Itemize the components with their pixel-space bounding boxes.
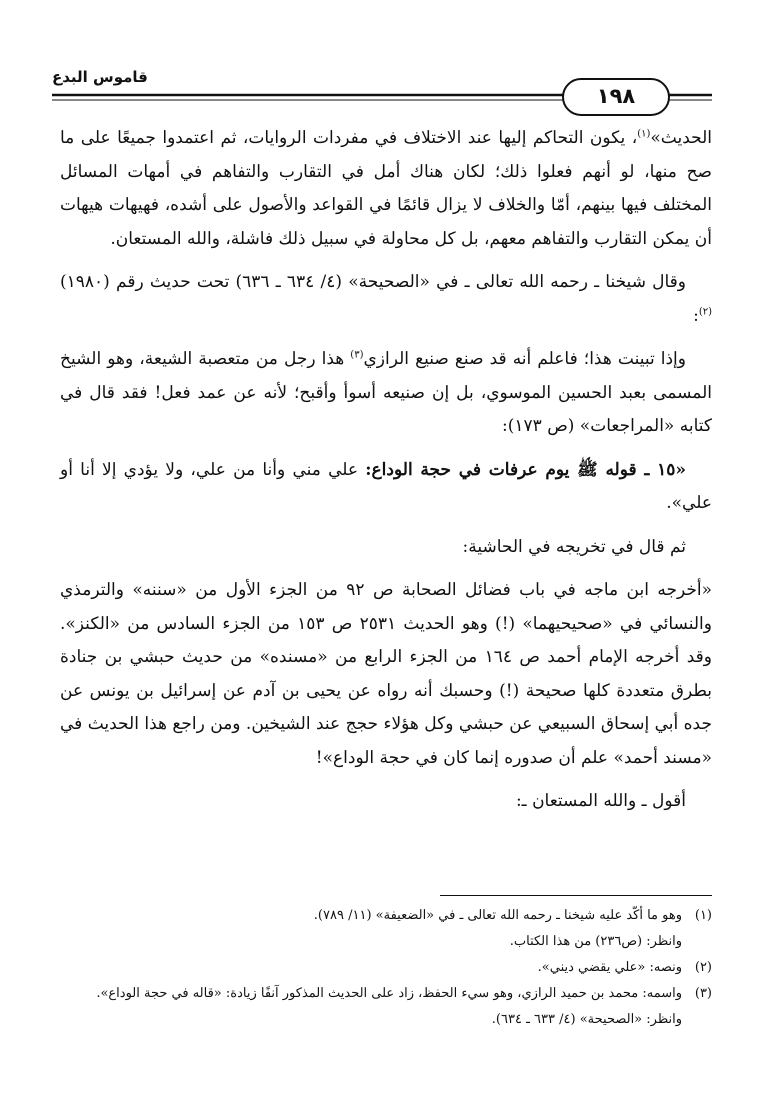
paragraph-7: أقول ـ والله المستعان ـ: — [515, 791, 686, 811]
paragraph-1: الحديث»$^{(١)}$، يكون التحاكم إليها عند الاختلاف في مفردات الروايات، ثم اعتمدوا جميعًا على ما صح منها، لو أنهم فعلوا ذلك؛ لكان هناك أمل في التقارب والتفاهم في أمهات المسائل المختلف فيها بينهم، أمّا والخلاف لا يزال قائمًا في القواعد والأصول على أشده، فهيهات هيهات أن يمكن التقارب والتفاهم معهم، بل كل محاولة في سبيل ذلك فاشلة، والله المستعان. — [60, 128, 712, 249]
footnote-1 — [60, 903, 712, 955]
footnote-ref-1: (١) — [637, 128, 651, 140]
running-header — [52, 58, 712, 118]
quoted-hadith: «١٥ ـ قوله ﷺ يوم عرفات في حجة الوداع: علي مني وأنا من علي، ولا يؤدي إلا أنا أو علي». — [60, 459, 712, 513]
footnote-number: (١) — [694, 908, 712, 923]
main-text — [60, 122, 712, 819]
paragraph-2: وقال شيخنا ـ رحمه الله تعالى ـ في «الصحيحة» (٤/ ٦٣٤ ـ ٦٣٦) تحت حديث رقم (١٩٨٠)$^{(٢)}$: — [60, 272, 712, 326]
paragraph-3: وإذا تبينت هذا؛ فاعلم أنه قد صنع صنيع الرازي$^{(٣)}$ هذا رجل من متعصبة الشيعة، وهو الشيخ المسمى بعبد الحسين الموسوي، بل إن صنيعه أسوأ وأقبح؛ لأنه عن عمد فعل! فقد قال في كتابه «المراجعات» (ص ١٧٣): — [60, 349, 712, 436]
footnote-number: (٣) — [694, 986, 712, 1001]
paragraph-5: ثم قال في تخريجه في الحاشية: — [462, 536, 686, 557]
footnote-divider — [440, 895, 712, 896]
footnotes — [60, 903, 712, 1033]
footnote-line: ونصه: «علي يقضي ديني». — [537, 960, 682, 975]
footnote-ref-2: (٢) — [698, 305, 712, 317]
footnote-line: واسمه: محمد بن حميد الرازي، وهو سيء الحفظ، زاد على الحديث المذكور آنفًا زيادة: «قاله في حجة الوداع». وانظر: «الصحيحة» (٤/ ٦٣٣ ـ ٦٣٤). — [96, 986, 682, 1027]
footnote-3 — [60, 981, 712, 1033]
footnote-2 — [60, 955, 712, 981]
book-title: قاموس البدع — [52, 68, 148, 86]
footnote-number: (٢) — [694, 960, 712, 975]
footnote-line: وانظر: (ص٢٣٦) من هذا الكتاب. — [509, 934, 682, 949]
takhrij-quote: «أخرجه ابن ماجه في باب فضائل الصحابة ص ٩٢ من الجزء الأول من «سننه» والترمذي والنسائي في «صحيحيهما» (!) وهو الحديث ٢٥٣١ ص ١٥٣ من الجزء السادس من «الكنز». وقد أخرجه الإمام أحمد ص ١٦٤ من الجزء الرابع من «مسنده» من حديث حبشي بن جنادة بطرق متعددة كلها صحيحة (!) وحسبك أنه رواه عن يحيى بن آدم عن إسرائيل بن يونس عن جده أبي إسحاق السبيعي عن حبشي وكل هؤلاء حجج عند الشيخين. ومن راجع هذا الحديث في «مسند أحمد» علم أن صدوره إنما كان في حجة الوداع»! — [60, 580, 713, 768]
footnote-ref-3: (٣) — [350, 349, 364, 361]
page-number: ١٩٨ — [562, 78, 670, 116]
footnote-line: وهو ما أكّد عليه شيخنا ـ رحمه الله تعالى ـ في «الضعيفة» (١١/ ٧٨٩). — [313, 908, 682, 923]
